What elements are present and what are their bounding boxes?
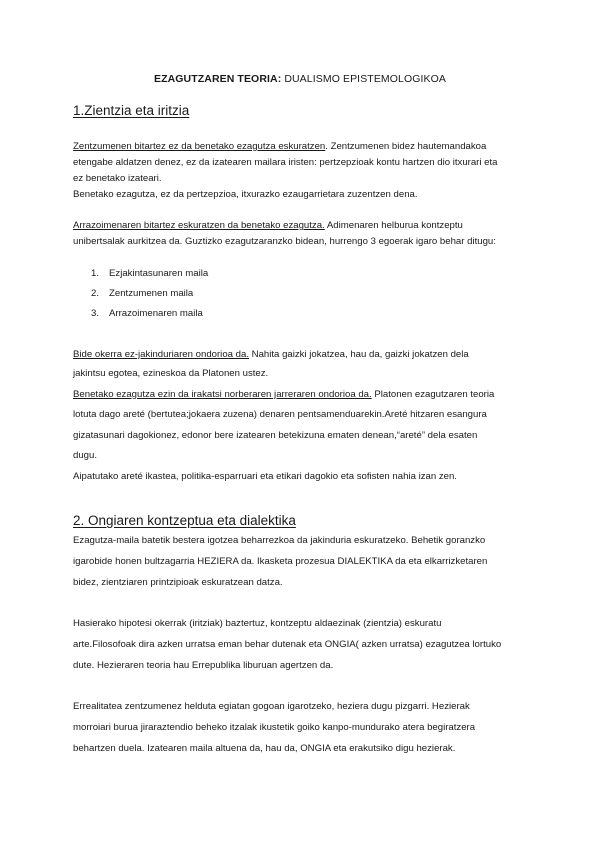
- list-item: [91, 268, 208, 279]
- s1-p2-underlined: Arrazoimenaren bitartez eskuratzen da benetako ezagutza.: [73, 220, 325, 231]
- s1-p3-underlined: Bide okerra ez-jakinduriaren ondorioa da.: [73, 349, 249, 360]
- list-item: [91, 308, 203, 319]
- s1-p4-line3: gizatasunari dagokionez, edonor bere izatearen betekizuna ematen denean,“areté” dela esaten: [73, 430, 478, 441]
- s1-p5: Aipatutako areté ikastea, politika-esparruari eta etikari dagokio eta sofisten nahia izan zen.: [73, 471, 457, 482]
- s1-p1-line4: Benetako ezagutza, ez da pertzepzioa, itxurazko ezaugarrietara zuzentzen dena.: [73, 189, 418, 200]
- s2-p1-line2: igarobide honen bultzagarria HEZIERA da. Ikasketa prozesua DIALEKTIKA da eta elkarrizketaren: [73, 556, 488, 567]
- title-bold: EZAGUTZAREN TEORIA:: [153, 73, 282, 85]
- s1-p2-line1: [73, 220, 543, 231]
- s1-p1-line2: etengabe aldatzen denez, ez da izatearen mailara iristen: pertzepzioak kontu hartzen dio itxurari eta: [73, 157, 498, 168]
- s2-p2-line3: dute. Hezieraren teoria hau Errepublika liburuan agertzen da.: [73, 660, 334, 671]
- s1-p4-line1: [73, 389, 543, 400]
- s2-p2-line2: arte.Filosofoak dira azken urratsa eman behar dutenak eta ONGIA( azken urratsa) ezagutzea lortuko: [73, 639, 502, 650]
- s2-p3-line2: morroiari burua jiraraztendio beheko itzalak ikustetik goiko kanpo-mundurako atera begiratzera: [73, 722, 476, 733]
- s1-p1-line1: [73, 141, 543, 152]
- list-item-number: 3.: [91, 308, 100, 319]
- s1-p4-line4: dugu.: [73, 450, 98, 461]
- s1-p3-rest: Nahita gaizki jokatzea, hau da, gaizki jokatzen dela: [249, 349, 469, 360]
- list-item: [91, 288, 193, 299]
- list-item-text: Arrazoimenaren maila: [109, 308, 203, 319]
- document-title: [0, 73, 600, 85]
- s1-p2-rest: Adimenaren helburua kontzeptu: [324, 220, 463, 231]
- s1-p3-line1: [73, 349, 543, 360]
- s2-p3-line1: Errealitatea zentzumenez helduta egiatan gogoan igarotzeko, heziera dugu pizgarri. Hezierak: [73, 701, 470, 712]
- s1-p4-underlined: Benetako ezagutza ezin da irakatsi norberaren jarreraren ondorioa da.: [73, 389, 372, 400]
- s1-p4-line2: lotuta dago areté (bertutea;jokaera zuzena) denaren pentsamenduarekin.Areté hitzaren esangura: [73, 409, 487, 420]
- s1-p2-line2: unibertsalak aurkitzea da. Guztizko ezagutzaranzko bidean, hurrengo 3 egoerak igaro behar ditugu:: [73, 236, 496, 247]
- title-rest: DUALISMO EPISTEMOLOGIKOA: [281, 73, 446, 85]
- s2-p1-line1: Ezagutza-maila batetik bestera igotzea beharrezkoa da jakinduria eskuratzeko. Behetik goranzko: [73, 535, 486, 546]
- s2-p3-line3: behartzen duela. Izatearen maila altuena da, hau da, ONGIA eta erakutsiko digu hezierak.: [73, 743, 456, 754]
- list-item-number: 2.: [91, 288, 100, 299]
- list-item-number: 1.: [91, 268, 100, 279]
- s1-p1-rest: . Zentzumenen bidez hautemandakoa: [325, 141, 487, 152]
- section-1-heading: 1.Zientzia eta iritzia: [73, 103, 190, 118]
- list-item-text: Ezjakintasunaren maila: [109, 268, 209, 279]
- s1-p3-line2: jakintsu egotea, ezineskoa da Platonen ustez.: [73, 368, 269, 379]
- s1-p1-line3: ez benetako izateari.: [73, 173, 162, 184]
- s1-p1-underlined: Zentzumenen bitartez ez da benetako ezagutza eskuratzen: [73, 141, 326, 152]
- s2-p1-line3: bidez, zientziaren printzipioak eskuratzean datza.: [73, 577, 283, 588]
- s1-p4-rest: Platonen ezagutzaren teoria: [371, 389, 495, 400]
- s2-p2-line1: Hasierako hipotesi okerrak (iritziak) baztertuz, kontzeptu aldaezinak (zientzia) eskuratu: [73, 618, 442, 629]
- list-item-text: Zentzumenen maila: [109, 288, 194, 299]
- section-2-heading: 2. Ongiaren kontzeptua eta dialektika: [73, 513, 296, 528]
